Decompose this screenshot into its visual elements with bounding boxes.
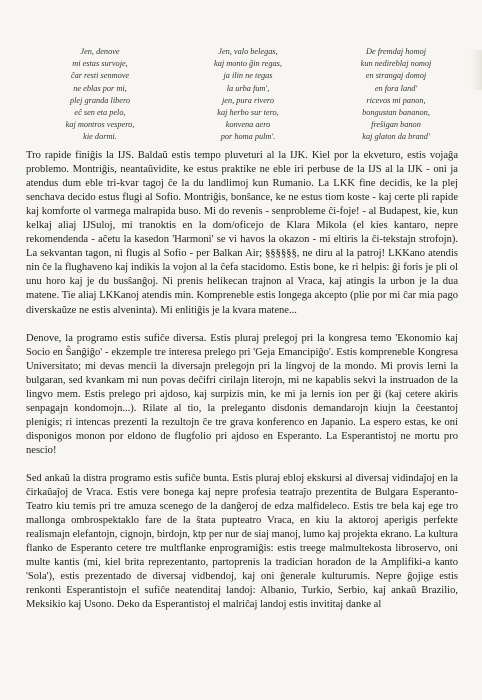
poem-line: kie dormi. (83, 132, 117, 142)
poem-line: ja ilin ne tegas (223, 71, 273, 81)
poem-line: ricevos mi panon, (366, 95, 426, 105)
poem-line: Jen, valo belegas, (218, 47, 278, 56)
poem-column-1 (30, 46, 170, 144)
poem-line: kaj herbo sur tero, (217, 108, 279, 118)
poem-line: kaj montros vespero, (65, 120, 135, 130)
paragraph-program: Denove, la programo estis sufiĉe diversa. Estis pluraj prelegoj pri la kongresa temo 'Ekonomio kaj Socio en Ŝanĝiĝo' - ekzemple tre interesa prelego pri 'Geja Emancipiĝo'. Estis kompreneble Kongresa Universitato; mi devas mencii la diversajn prelegojn pri la lingvoj de la mondo. Mi provis lerni la bulgaran, sed kvankam mi nun povas deĉifri cirilajn literojn, mi ne kapablis sekvi la instruadon de la lingvo mem. Estis prelego pri ajdoso, kaj surpizis min, ke mi ja lernis ion per ĝi (kaj cetere akiris senpagajn kondomojn...). Rilate al tio, la preleganto disdonis demandarojn kiujn la ĉeestantoj plenigis; ri intencas prezenti la rezultojn ĉe tre grava konferenco en Japanio. La espero estas, ke oni disponigos monon por eldono de flugfolio pri ajdoso en Esperanto. La Esperantistoj ne mortu pro nescio! (26, 332, 458, 456)
poem-line: ĉar resti senmove (70, 71, 130, 81)
poem-columns (30, 46, 466, 144)
poem-column-3 (326, 46, 466, 144)
poem-line: Jen, denove (80, 47, 120, 56)
poem-line: eĉ sen eta pelo, (74, 108, 126, 118)
page-edge-shadow (470, 50, 482, 90)
poem-line: De fremdaj homoj (365, 47, 427, 56)
poem-line: mi estas survoje, (72, 59, 128, 69)
poem-column-2 (178, 46, 318, 144)
poem-line: ne eblas por mi, (73, 83, 127, 93)
article-body (26, 149, 458, 612)
paragraph-travel: Tro rapide finiĝis la IJS. Baldaŭ estis tempo pluveturi al la IJK. Kiel por la ekveturo, estis vojaĝa problemo. Montriĝis, neantaŭvidite, ke estus praktike ne eble iri perbuse de la IJS al la IJK - oni ja atendus dum eble tri-kvar tagoj ĉe la du landlimoj kun Rumanio. La LKK fine decidis, ke la plej senchava decido estus flugi al Sofio. Montriĝis, bonŝance, ke ne estus tiom koste - kaj certe pli rapide kaj komforte ol varmega malrapida buso. Mi do revenis - senprobleme ĉi-foje! - al Budapest, kie, kun kelkaj aliaj IJSuloj, mi tranoktis en la dom/oficejo de Klara Mikola (el kies kantaro, nepre rekomendenda - aĉetu la kasedon 'Harmoni' se vi havos la okazon - mi eltiris la ĉi-tekstajn strofojn). La sekvantan tagon, ni flugis al Sofio - per Balkan Air; §§§§§§, ne diru al la patroj! LKKano atendis nin ĉe la flughaveno kaj indikis la vojon al la ĉefa stacidomo. Estis bone, ke ri helpis: ĝi foris je pli ol unu horo kaj je du busŝanĝoj. Ni prenis helikecan trajnon al Vraca, kaj atingis la urbon je la dua matene. Tie aliaj LKKanoj atendis min. Kompreneble estis longega akcepto (plie por mi ĉar mia pago diverskaŭze ne estis alveninta). Mi enlitiĝis je la kvara matene... (26, 150, 458, 316)
poem-line: freŝigan banon (371, 120, 421, 130)
poem-line: konvena aero (225, 120, 271, 130)
poem-line: kaj monto ĝin regas, (214, 59, 282, 69)
poem-line: plej granda libero (69, 95, 131, 105)
poem-line: la urba fum', (226, 83, 270, 93)
paragraph-entertainment: Sed ankaŭ la distra programo estis sufiĉe bunta. Estis pluraj ebloj ekskursi al diversaj vidindaĵoj en la ĉirkaŭaĵoj de Vraca. Estis vere bonega kaj nepre profesia teatraĵo prezentita de Bulgara Esperanto-Teatro kiu temis pri tre amuza scenego de la danĝeroj de edza malfideleco. Estis tre bela kaj ege tro mallonga ombrospektaklo fare de la ŝtata pupteatro Vraca, en kiu la aktoroj aperigis perfekte realismajn elefantojn, cignojn, birdojn, ktp per nur de siaj manoj, lumo kaj projekta ekrano. La kultura flanko de Esperanto cetere tre multflanke enprogramiĝis: estis treege malmultekosta libroservo, oni multe kantis (mi, kiel brita reprezentanto, partoprenis la tradician horadon de la Amplifiki-a kanto 'Sola'), estis prezentado de diversaj vidbendoj, kaj oni ĝenerale kulturumis. Nepre ĝojige estis renkonti Esperantistojn el sufiĉe neatenditaj landoj: Albanio, Turkio, Serbio, kaj ankaŭ Brazilio, Meksikio kaj Usono. Deko da Esperantistoj el malriĉaj landoj estis invititaj danke al (26, 472, 458, 611)
poem-line: bongustan bananon, (362, 108, 430, 118)
poem-line: kun nedireblaj nomoj (360, 59, 432, 69)
poem-line: por homa pulm'. (220, 132, 276, 142)
poem-line: en fora land' (374, 83, 418, 93)
poem-line: jen, pura rivero (221, 95, 274, 105)
poem-line: en strangaj domoj (365, 71, 427, 81)
poem-line: kaj glaton da brand' (362, 132, 430, 142)
